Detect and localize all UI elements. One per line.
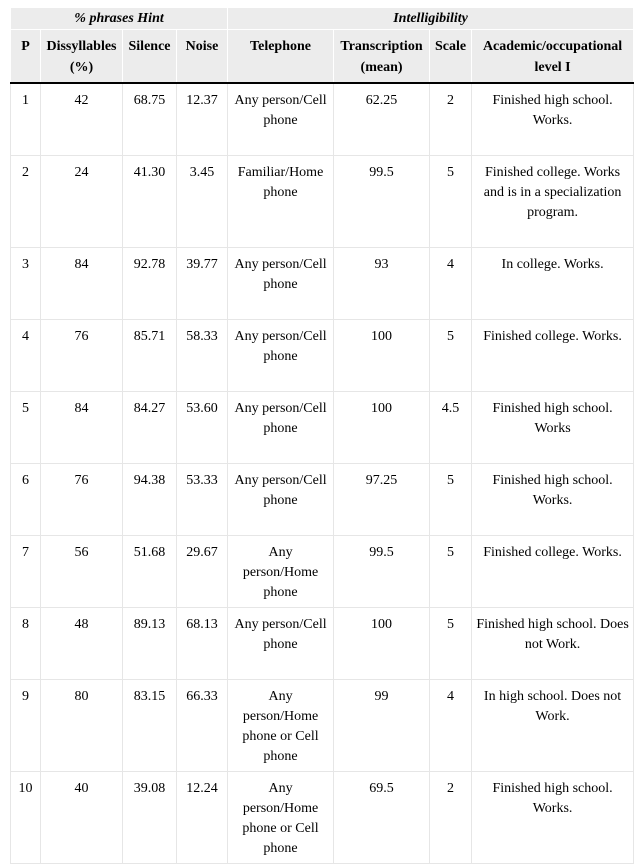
table-body — [11, 83, 634, 864]
table-cell: 40 — [41, 771, 123, 863]
table-cell: 2 — [430, 771, 472, 863]
table-cell: 53.33 — [177, 463, 228, 535]
table-cell: 99.5 — [334, 535, 430, 607]
table-row — [11, 463, 634, 535]
table-cell: 97.25 — [334, 463, 430, 535]
table-cell: 41.30 — [123, 155, 177, 247]
table-cell: 12.24 — [177, 771, 228, 863]
table-cell: 5 — [430, 155, 472, 247]
table-cell: 4 — [430, 679, 472, 771]
table-cell: 68.75 — [123, 83, 177, 156]
table-cell: Any person/Cell phone — [228, 319, 334, 391]
table-cell: 39.08 — [123, 771, 177, 863]
table-row — [11, 155, 634, 247]
column-header: Silence — [123, 30, 177, 83]
table-row — [11, 607, 634, 679]
table-cell: 84.27 — [123, 391, 177, 463]
table-row — [11, 247, 634, 319]
table-cell: 5 — [430, 607, 472, 679]
table-cell: 1 — [11, 83, 41, 156]
table-cell: 42 — [41, 83, 123, 156]
table-cell: 85.71 — [123, 319, 177, 391]
table-cell: 3 — [11, 247, 41, 319]
table-cell: 5 — [430, 319, 472, 391]
table-cell: 53.60 — [177, 391, 228, 463]
column-header-row — [11, 30, 634, 83]
table-cell: 4 — [430, 247, 472, 319]
table-cell: 12.37 — [177, 83, 228, 156]
table-cell: Finished college. Works. — [472, 535, 634, 607]
table-cell: 7 — [11, 535, 41, 607]
table-cell: Finished high school. Does not Work. — [472, 607, 634, 679]
table-cell: 58.33 — [177, 319, 228, 391]
table-cell: Any person/Cell phone — [228, 83, 334, 156]
table-cell: Any person/Cell phone — [228, 463, 334, 535]
column-header: Noise — [177, 30, 228, 83]
table-cell: Finished high school. Works. — [472, 463, 634, 535]
table-cell: 3.45 — [177, 155, 228, 247]
table-cell: In college. Works. — [472, 247, 634, 319]
table-row — [11, 83, 634, 156]
table-cell: 6 — [11, 463, 41, 535]
table-cell: Familiar/Home phone — [228, 155, 334, 247]
table-cell: 94.38 — [123, 463, 177, 535]
group-header-row — [11, 8, 634, 30]
table-row — [11, 679, 634, 771]
table-cell: 39.77 — [177, 247, 228, 319]
table-cell: 69.5 — [334, 771, 430, 863]
table-cell: Any person/Home phone or Cell phone — [228, 679, 334, 771]
table-cell: 5 — [11, 391, 41, 463]
table-cell: 5 — [430, 463, 472, 535]
table-cell: 66.33 — [177, 679, 228, 771]
table-cell: 5 — [430, 535, 472, 607]
table-cell: 56 — [41, 535, 123, 607]
table-row — [11, 391, 634, 463]
table-cell: Finished high school. Works — [472, 391, 634, 463]
table-cell: 62.25 — [334, 83, 430, 156]
table-cell: 84 — [41, 247, 123, 319]
table-cell: 80 — [41, 679, 123, 771]
table-cell: 10 — [11, 771, 41, 863]
table-cell: Any person/Cell phone — [228, 391, 334, 463]
table-cell: 4.5 — [430, 391, 472, 463]
table-cell: Any person/Home phone or Cell phone — [228, 771, 334, 863]
table-cell: 48 — [41, 607, 123, 679]
table-cell: Finished college. Works. — [472, 319, 634, 391]
table-cell: 76 — [41, 463, 123, 535]
table-cell: In high school. Does not Work. — [472, 679, 634, 771]
table-cell: 76 — [41, 319, 123, 391]
table-cell: 99 — [334, 679, 430, 771]
table-cell: 100 — [334, 607, 430, 679]
table-cell: 29.67 — [177, 535, 228, 607]
table-cell: 83.15 — [123, 679, 177, 771]
table-cell: Finished high school. Works. — [472, 83, 634, 156]
table-cell: Any person/Home phone — [228, 535, 334, 607]
column-header: Telephone — [228, 30, 334, 83]
column-header: Dissyllables (%) — [41, 30, 123, 83]
table-cell: 9 — [11, 679, 41, 771]
column-header: Scale — [430, 30, 472, 83]
table-cell: 8 — [11, 607, 41, 679]
table-cell: 93 — [334, 247, 430, 319]
table-cell: 84 — [41, 391, 123, 463]
table-cell: 2 — [11, 155, 41, 247]
table-cell: 2 — [430, 83, 472, 156]
table-container — [10, 8, 633, 864]
table-row — [11, 771, 634, 863]
table-cell: 51.68 — [123, 535, 177, 607]
table-cell: 99.5 — [334, 155, 430, 247]
group-header-intelligibility: Intelligibility — [228, 8, 634, 30]
table-cell: 100 — [334, 391, 430, 463]
table-cell: Any person/Cell phone — [228, 607, 334, 679]
table-cell: Finished high school. Works. — [472, 771, 634, 863]
table-row — [11, 319, 634, 391]
column-header: P — [11, 30, 41, 83]
column-header: Academic/occupational level I — [472, 30, 634, 83]
table-cell: Finished college. Works and is in a specialization program. — [472, 155, 634, 247]
table-row — [11, 535, 634, 607]
table-cell: 92.78 — [123, 247, 177, 319]
table-cell: 100 — [334, 319, 430, 391]
table-cell: 89.13 — [123, 607, 177, 679]
table-cell: 68.13 — [177, 607, 228, 679]
results-table — [10, 8, 634, 864]
table-cell: Any person/Cell phone — [228, 247, 334, 319]
group-header-hint: % phrases Hint — [11, 8, 228, 30]
table-cell: 24 — [41, 155, 123, 247]
column-header: Transcription (mean) — [334, 30, 430, 83]
table-cell: 4 — [11, 319, 41, 391]
